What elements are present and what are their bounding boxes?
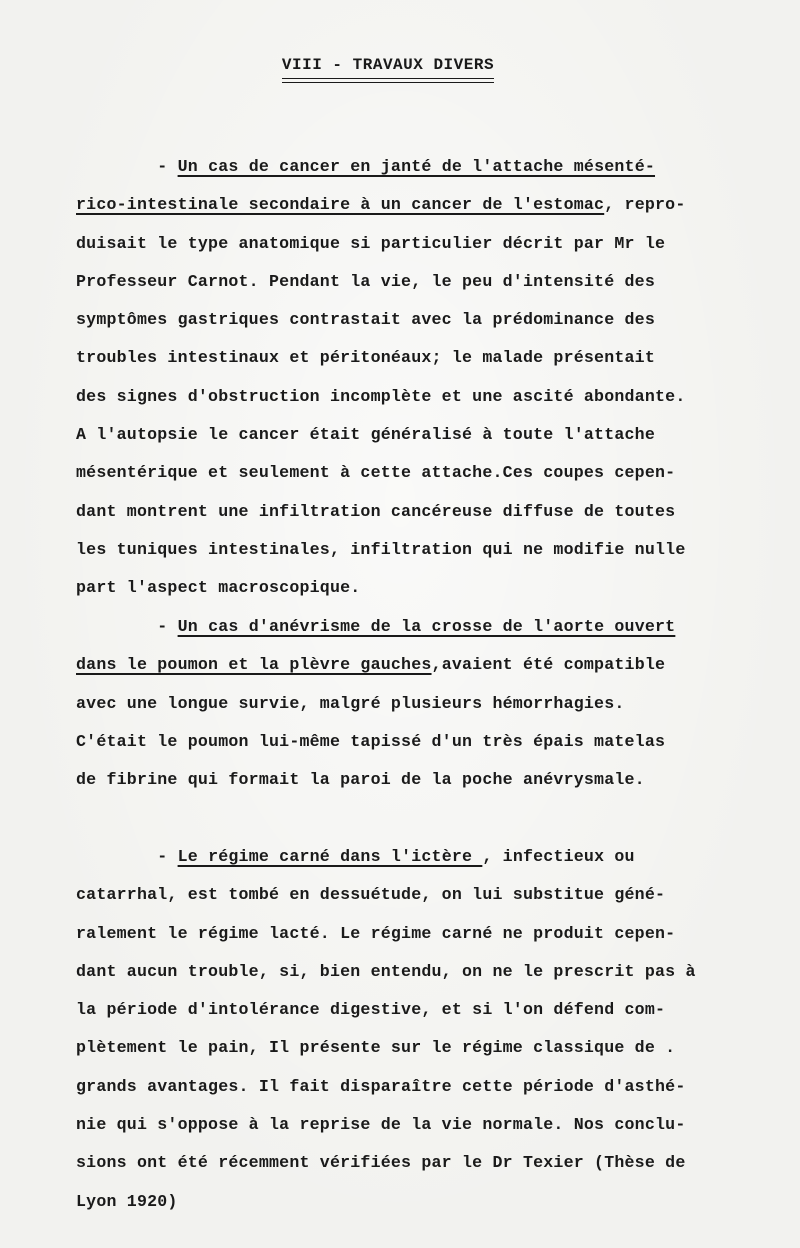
line-text: part l'aspect macroscopique. bbox=[76, 578, 361, 598]
text-line bbox=[76, 569, 766, 607]
text-line bbox=[76, 953, 766, 991]
line-text: , repro- bbox=[604, 195, 686, 215]
line-text: , infectieux ou bbox=[482, 847, 635, 866]
text-line bbox=[76, 838, 766, 876]
text-line bbox=[76, 991, 766, 1029]
line-text: - bbox=[76, 157, 178, 176]
text-line bbox=[76, 339, 766, 377]
text-line bbox=[76, 1144, 766, 1182]
section-heading bbox=[0, 56, 800, 83]
line-text: sions ont été récemment vérifiées par le Dr Texier (Thèse de bbox=[76, 1153, 686, 1173]
paragraph-meat-diet bbox=[76, 838, 766, 1221]
line-text: dant aucun trouble, si, bien entendu, on ne le prescrit pas à bbox=[76, 961, 696, 981]
text-line bbox=[76, 1106, 766, 1144]
line-text: A l'autopsie le cancer était généralisé à toute l'attache bbox=[76, 425, 655, 445]
line-text: C'était le poumon lui-même tapissé d'un très épais matelas bbox=[76, 731, 666, 751]
text-line bbox=[76, 186, 766, 224]
line-text: Professeur Carnot. Pendant la vie, le peu d'intensité des bbox=[76, 271, 655, 291]
text-line bbox=[76, 148, 766, 186]
text-line bbox=[76, 915, 766, 953]
text-line bbox=[76, 263, 766, 301]
line-text: des signes d'obstruction incomplète et une ascité abondante. bbox=[76, 386, 686, 406]
line-text: mésentérique et seulement à cette attache.Ces coupes cepen- bbox=[76, 463, 676, 483]
line-text: nie qui s'oppose à la reprise de la vie normale. Nos conclu- bbox=[76, 1115, 686, 1135]
underlined-title: dans le poumon et la plèvre gauches bbox=[76, 655, 432, 675]
text-line bbox=[76, 1068, 766, 1106]
text-line bbox=[76, 1029, 766, 1067]
text-line bbox=[76, 608, 766, 646]
text-line bbox=[76, 876, 766, 914]
line-text: ralement le régime lacté. Le régime carné ne produit cepen- bbox=[76, 923, 676, 943]
line-text: plètement le pain, Il présente sur le régime classique de . bbox=[76, 1038, 676, 1058]
line-text: les tuniques intestinales, infiltration qui ne modifie nulle bbox=[76, 539, 686, 559]
line-text: symptômes gastriques contrastait avec la prédominance des bbox=[76, 310, 655, 330]
text-line bbox=[76, 723, 766, 761]
text-line bbox=[76, 761, 766, 799]
line-text: la période d'intolérance digestive, et si l'on défend com- bbox=[76, 1000, 666, 1020]
underlined-title: Un cas de cancer en janté de l'attache mésenté- bbox=[177, 157, 656, 176]
text-line bbox=[76, 531, 766, 569]
text-line bbox=[76, 225, 766, 263]
line-text: - bbox=[76, 617, 178, 636]
line-text: troubles intestinaux et péritonéaux; le malade présentait bbox=[76, 348, 655, 368]
text-line bbox=[76, 378, 766, 416]
line-text: Lyon 1920) bbox=[76, 1191, 178, 1211]
text-line bbox=[76, 454, 766, 492]
underlined-title: Le régime carné dans l'ictère bbox=[177, 847, 483, 866]
text-line bbox=[76, 646, 766, 684]
line-text: grands avantages. Il fait disparaître cette période d'asthé- bbox=[76, 1076, 686, 1096]
line-text: ,avaient été compatible bbox=[431, 655, 666, 675]
underlined-title: rico-intestinale secondaire à un cancer de l'estomac bbox=[76, 195, 605, 215]
text-line bbox=[76, 685, 766, 723]
paragraph-cancer-case bbox=[76, 148, 766, 608]
text-line bbox=[76, 1183, 766, 1221]
line-text: dant montrent une infiltration cancéreuse diffuse de toutes bbox=[76, 501, 676, 521]
double-underline bbox=[282, 78, 494, 83]
underlined-title: Un cas d'anévrisme de la crosse de l'aorte ouvert bbox=[177, 617, 676, 636]
line-text: - bbox=[76, 847, 178, 866]
line-text: duisait le type anatomique si particulier décrit par Mr le bbox=[76, 233, 666, 253]
line-text: catarrhal, est tombé en dessuétude, on lui substitue géné- bbox=[76, 885, 666, 905]
paragraph-aneurysm-case bbox=[76, 608, 766, 799]
section-title: VIII - TRAVAUX DIVERS bbox=[281, 56, 495, 74]
text-line bbox=[76, 416, 766, 454]
line-text: avec une longue survie, malgré plusieurs hémorrhagies. bbox=[76, 693, 625, 713]
text-line bbox=[76, 493, 766, 531]
line-text: de fibrine qui formait la paroi de la poche anévrysmale. bbox=[76, 770, 645, 790]
text-line bbox=[76, 301, 766, 339]
